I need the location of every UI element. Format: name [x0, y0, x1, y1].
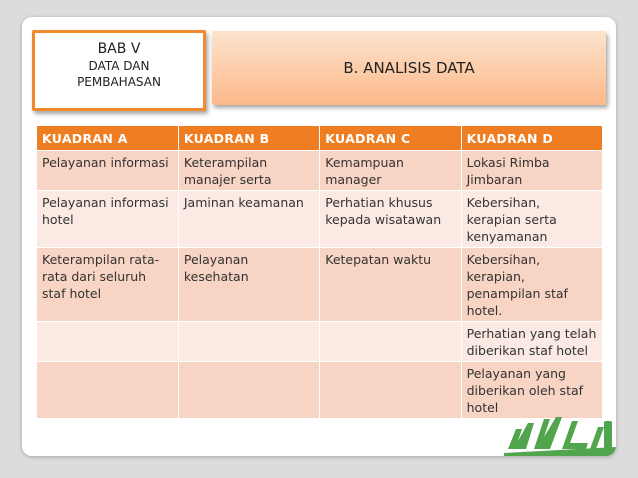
table-cell: Lokasi Rimba Jimbaran: [461, 151, 602, 191]
table-cell: Perhatian yang telah diberikan staf hotel: [461, 322, 602, 362]
table-row: [37, 191, 603, 248]
table-cell: [37, 362, 178, 419]
table-cell: Ketepatan waktu: [320, 248, 461, 322]
table-cell: Pelayanan informasi hotel: [37, 191, 178, 248]
table-header-row: [37, 126, 603, 151]
section-title-box: [212, 31, 606, 105]
table-cell: Jaminan keamanan: [178, 191, 319, 248]
table-cell: Pelayanan kesehatan: [178, 248, 319, 322]
table-cell: Kemampuan manager: [320, 151, 461, 191]
header-kuadran-a: KUADRAN A: [37, 126, 178, 151]
section-title: B. ANALISIS DATA: [343, 59, 475, 77]
table-cell: [178, 362, 319, 419]
table-row: [37, 151, 603, 191]
table-cell: Kebersihan, kerapian, penampilan staf hotel.: [461, 248, 602, 322]
table-cell: Keterampilan manajer serta: [178, 151, 319, 191]
chapter-subtitle-line2: PEMBAHASAN: [77, 75, 161, 89]
table-cell: Pelayanan yang diberikan oleh staf hotel: [461, 362, 602, 419]
table-cell: Kebersihan, kerapian serta kenyamanan: [461, 191, 602, 248]
table-cell: [320, 322, 461, 362]
table-cell: Perhatian khusus kepada wisatawan: [320, 191, 461, 248]
chapter-box: [32, 30, 206, 111]
table-cell: [320, 362, 461, 419]
quadrant-table: [37, 126, 603, 418]
chapter-subtitle-line1: DATA DAN: [88, 59, 150, 73]
header-kuadran-d: KUADRAN D: [461, 126, 602, 151]
header-kuadran-c: KUADRAN C: [320, 126, 461, 151]
header-kuadran-b: KUADRAN B: [178, 126, 319, 151]
table-row: [37, 322, 603, 362]
chapter-title: BAB V: [97, 41, 141, 57]
table-cell: [37, 322, 178, 362]
table-row: [37, 248, 603, 322]
slide: [22, 17, 616, 456]
corner-logo-icon: [504, 409, 616, 456]
table-cell: Pelayanan informasi: [37, 151, 178, 191]
table-cell: Keterampilan rata-rata dari seluruh staf hotel: [37, 248, 178, 322]
table-cell: [178, 322, 319, 362]
